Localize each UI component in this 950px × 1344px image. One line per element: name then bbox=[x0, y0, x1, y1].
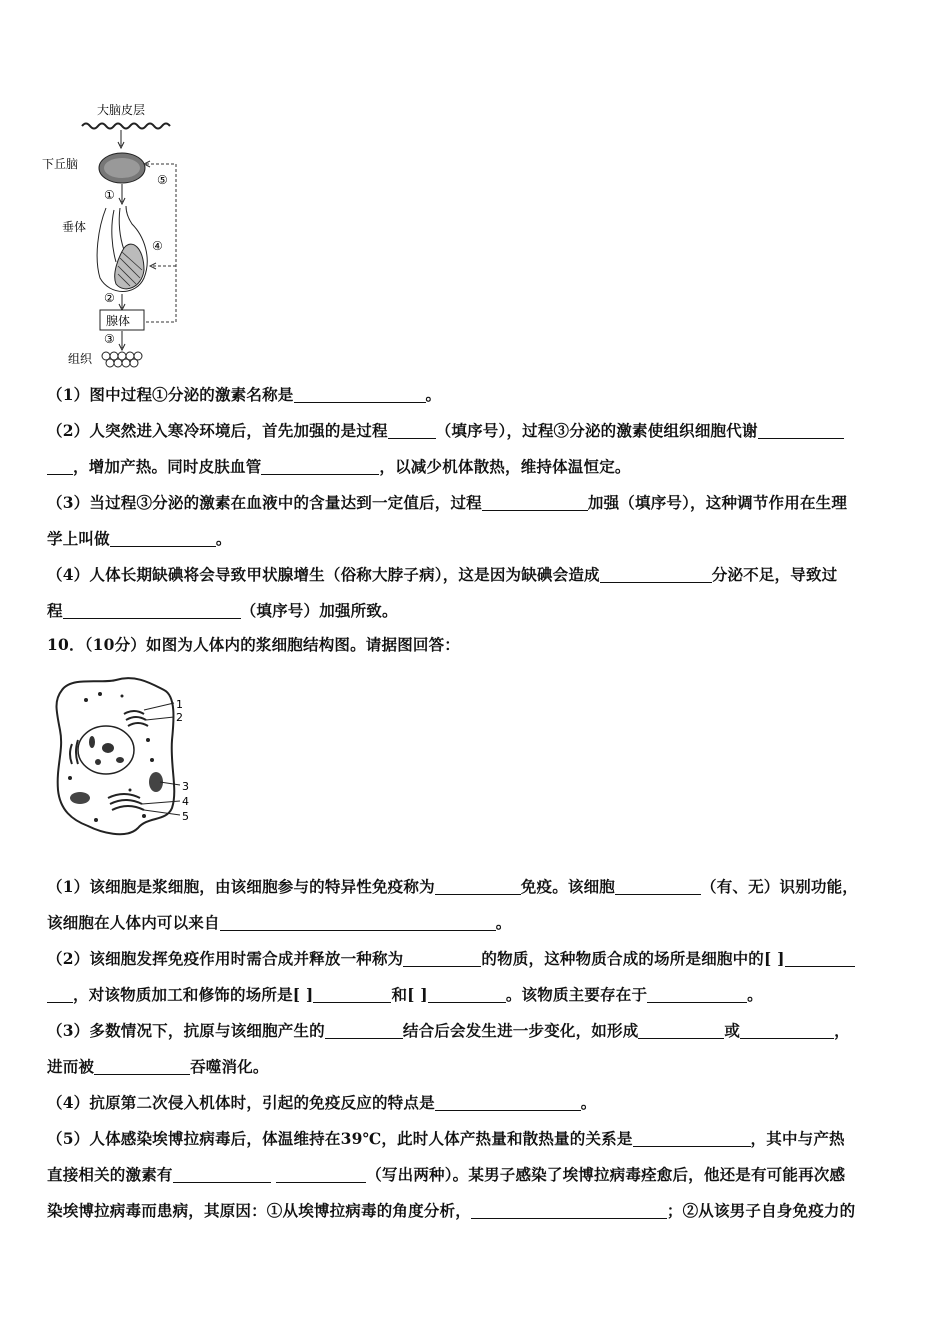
blank[interactable] bbox=[47, 986, 73, 1003]
q9-part4-line1: （4）人体长期缺碘将会导致甲状腺增生（俗称大脖子病），这是因为缺碘会造成 分泌不足，导致过 bbox=[47, 565, 838, 584]
tissue-cells bbox=[102, 352, 142, 367]
blank[interactable] bbox=[428, 986, 506, 1003]
q10-part1-line2: 该细胞在人体内可以来自 。 bbox=[47, 913, 512, 932]
blank[interactable] bbox=[633, 1130, 751, 1147]
cell-label-4: 4 bbox=[182, 795, 189, 808]
blank[interactable] bbox=[276, 1166, 366, 1183]
blank[interactable] bbox=[63, 602, 241, 619]
blank[interactable] bbox=[600, 566, 712, 583]
step2-label: ② bbox=[104, 291, 115, 305]
q10-part5-line1: （5）人体感染埃博拉病毒后，体温维持在39℃，此时人体产热量和散热量的关系是 ，其中与产热 bbox=[47, 1129, 845, 1148]
blank[interactable] bbox=[785, 950, 855, 967]
cell-label-3: 3 bbox=[182, 780, 189, 793]
q9-part1: （1）图中过程①分泌的激素名称是 。 bbox=[47, 385, 442, 404]
plasma-cell-diagram bbox=[52, 670, 202, 845]
blank[interactable] bbox=[325, 1022, 403, 1039]
q10-part5-line2: 直接相关的激素有 （写出两种）。某男子感染了埃博拉病毒痊愈后，他还是有可能再次感 bbox=[47, 1165, 846, 1184]
blank[interactable] bbox=[294, 386, 426, 403]
blank[interactable] bbox=[94, 1058, 190, 1075]
blank[interactable] bbox=[435, 878, 521, 895]
step3-label: ③ bbox=[104, 332, 115, 346]
q9-part3-line2: 学上叫做 。 bbox=[47, 529, 232, 548]
temperature-value: 39℃ bbox=[340, 1129, 382, 1148]
gland-label: 腺体 bbox=[106, 314, 131, 328]
q9-part3-line1: （3）当过程③分泌的激素在血液中的含量达到一定值后，过程 加强（填序号），这种调节作用在生理 bbox=[47, 493, 848, 512]
q9-part4-line2: 程 （填序号）加强所致。 bbox=[47, 601, 398, 620]
blank[interactable] bbox=[615, 878, 701, 895]
q10-part3-line2: 进而被 吞噬消化。 bbox=[47, 1057, 269, 1076]
pituitary-label: 垂体 bbox=[62, 220, 87, 234]
cortex-wave bbox=[82, 124, 170, 129]
q10-part2-line1: （2）该细胞发挥免疫作用时需合成并释放一种称为 的物质，这种物质合成的场所是细胞中的[ ] bbox=[47, 948, 907, 970]
blank[interactable] bbox=[435, 1094, 581, 1111]
q10-part4: （4）抗原第二次侵入机体时，引起的免疫反应的特点是 。 bbox=[47, 1093, 597, 1112]
mitochondrion bbox=[70, 792, 90, 804]
q10-part5-line3: 染埃博拉病毒而患病，其原因：①从埃博拉病毒的角度分析， ；②从该男子自身免疫力的 bbox=[47, 1201, 856, 1220]
tissue-label: 组织 bbox=[68, 352, 93, 366]
q10-part2-line2: ，对该物质加工和修饰的场所是[ ] 和[ ] 。该物质主要存在于 。 bbox=[47, 984, 907, 1006]
cortex-label: 大脑皮层 bbox=[97, 103, 146, 117]
blank[interactable] bbox=[758, 422, 844, 439]
hypothalamus-label: 下丘脑 bbox=[42, 157, 79, 171]
cell-label-2: 2 bbox=[176, 711, 183, 724]
blank[interactable] bbox=[110, 530, 216, 547]
q9-part2-line2: ，增加产热。同时皮肤血管 ，以减少机体散热，维持体温恒定。 bbox=[47, 456, 907, 478]
cell-label-1: 1 bbox=[176, 698, 183, 711]
cell-label-5: 5 bbox=[182, 810, 189, 823]
blank[interactable] bbox=[482, 494, 588, 511]
blank[interactable] bbox=[403, 950, 481, 967]
q10-part1-line1: （1）该细胞是浆细胞，由该细胞参与的特异性免疫称为 免疫。该细胞 （有、无）识别功能， bbox=[47, 877, 859, 896]
blank[interactable] bbox=[388, 422, 436, 439]
endocrine-regulation-diagram bbox=[40, 98, 190, 368]
q10-title: 10．（10分）如图为人体内的浆细胞结构图。请据图回答： bbox=[47, 635, 460, 654]
step4-label: ④ bbox=[152, 239, 163, 253]
blank[interactable] bbox=[638, 1022, 724, 1039]
blank[interactable] bbox=[647, 986, 747, 1003]
blank[interactable] bbox=[47, 458, 73, 475]
step5-label: ⑤ bbox=[157, 173, 168, 187]
blank[interactable] bbox=[261, 458, 379, 475]
q10-part3-line1: （3）多数情况下，抗原与该细胞产生的 结合后会发生进一步变化，如形成 或 ， bbox=[47, 1021, 850, 1040]
q9-part2-line1: （2）人突然进入寒冷环境后，首先加强的是过程 （填序号），过程③分泌的激素使组织细胞代谢 bbox=[47, 420, 907, 442]
blank[interactable] bbox=[173, 1166, 271, 1183]
step1-label: ① bbox=[104, 188, 115, 202]
blank[interactable] bbox=[471, 1202, 667, 1219]
blank[interactable] bbox=[740, 1022, 834, 1039]
blank[interactable] bbox=[220, 914, 496, 931]
blank[interactable] bbox=[313, 986, 391, 1003]
